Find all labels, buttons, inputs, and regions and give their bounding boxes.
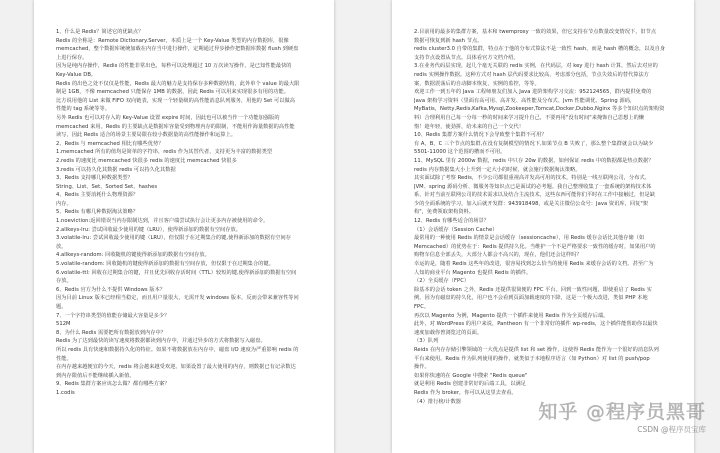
watermark xyxy=(538,401,706,435)
page-text-block xyxy=(414,28,672,406)
text-line: Redis 作为 broker，你可以从这里去查看。 xyxy=(414,389,517,396)
text-line: MyBatis，Netty,Redis,Kafka,Mysql,Zookeeper,Tomcat,Docker,Dubbo,Nginx 等多个知识点的架构资 xyxy=(414,106,665,113)
text-line: String、List、Set、Sorted Set、hashes xyxy=(56,183,158,190)
text-line: 数据可恢复到新 hash 节点。 xyxy=(414,37,483,44)
text-line: 操作。 xyxy=(414,364,430,371)
text-line: 放。 xyxy=(56,243,67,250)
text-line: 除基本的会话 token 之外，Redis 还提供很简便的 FPC 平台。回到一致性问题，即使重启了 Redis 实 xyxy=(414,286,652,293)
text-line: 案，数据震荡后的自动脚本恢复，实例的监控，等等。 xyxy=(414,80,540,87)
text-line: 所以 redis 具有快速和数据持久化的特征。如果不将数据放在内存中，磁盘 I/O 速度为严重影响 redis 的 xyxy=(56,346,299,353)
text-line: 另外 Redis 也可以对存入的 Key-Value 设置 expire 时间，因此也可以被当作一个功能加强版的 xyxy=(56,114,280,121)
page-text-block xyxy=(56,28,312,398)
text-line: 因为目前 Linux 版本已经相当稳定，而且用户量很大，无需开发 windows 版本，反而会带来兼容性等问 xyxy=(56,295,299,302)
text-line: （3）队列 xyxy=(414,338,439,345)
text-line: 6.volatile-ttl: 回收在过期集合的键，并且优先回收存活时间（TTL）较短的键,使得新添加的数据有空间 xyxy=(56,269,297,276)
text-line: 2.allkeys-lru: 尝试回收最少使用的键（LRU），使得新添加的数据有空间存放。 xyxy=(56,226,241,233)
text-line: 少的全面系统的学习，加入后就开发群：943918498，或是关注微信公众号：Java 资讯库，回复"架 xyxy=(414,200,648,207)
text-line: 在内存越来越便宜的今天，redis 将会越来越受欢迎。如果设置了最大使用的内存，则数据已有记录数达 xyxy=(56,364,296,371)
text-line: Memcached）的优势在于：Redis 提供持久化。当维护一个不是严格要求一致性的缓存时，如果用户的 xyxy=(414,243,656,250)
text-line: 性能的 tag 系统等等。 xyxy=(56,106,110,113)
text-line: 5、Redis 有哪几种数据淘汰策略？ xyxy=(56,209,139,216)
text-line: 1、什么是 Redis？简述它的优缺点？ xyxy=(56,29,144,35)
text-line: 4.allkeys-random: 回收随机的键使得新添加的数据有空间存放。 xyxy=(56,252,210,259)
text-line: redis 内存数据集大小上升到一定大小的时候，就会施行数据淘汰策略。 xyxy=(414,166,581,173)
text-line: 8、为什么 Redis 需要把所有数据放到内存中？ xyxy=(56,329,167,336)
text-line: 7、一个字符串类型的值能存储最大容量是多少？ xyxy=(56,312,170,319)
text-line: 1.noeviction:返回错误当内存限制达到，并且客户端尝试执行会让更多内存被使用的命令。 xyxy=(56,218,269,225)
text-line: 平台来使用。Redis 作为队列使用的操作，就类似于本地程序语言（如 Python）对 list 的 push/pop xyxy=(414,355,650,362)
text-line: 制是 1GB，不像 memcached 只能保存 1MB 的数据，因此 Redis 可以用来实现很多有用的功能。 xyxy=(56,89,289,96)
text-line: 例，因为有磁盘的持久化，用户也不会看到页面加载速度的下降，这是一个极大改进，类似 PHP 本地 xyxy=(414,295,648,302)
text-line: FPC。 xyxy=(414,304,430,310)
text-line: 3.volatile-lru: 尝试回收最少使用的键（LRU），但仅限于在过期集合的键,使得新添加的数据有空间存 xyxy=(56,235,291,242)
text-line: 内存。 xyxy=(56,200,72,207)
text-line: 3.在业务代码层实现，起几个毫无关联的 redis 实例，在代码层，对 key 进行 hash 计算，然后去对应的 xyxy=(414,63,658,70)
text-line: 比方说用他的 List 来做 FIFO 双向链表，实现一个轻量级的高性能消息队列服务，用他的 Set 可以做高 xyxy=(56,97,295,104)
text-line: memcached，整个数据库统统加载在内存当中进行操作，定期通过异步操作把数据库数据 flush 到硬盘 xyxy=(56,46,299,53)
text-line: 速度加载你曾浏览过的页面。 xyxy=(414,329,483,336)
text-line: 系，针对当前互联网公司的技术需求以及结合主流技术，这些东西可能你们平时在工作中接触过，但是缺 xyxy=(414,192,655,199)
text-line: 因为是纯内存操作，Redis 的性能非常出色，每秒可以处理超过 10 万次读写操作，是已知性能最快的 xyxy=(56,63,292,70)
text-line: 题。 xyxy=(56,304,67,310)
text-line: 1.memcached 所有的值均是简单的字符串，redis 作为其替代者，支持更为丰富的数据类型 xyxy=(56,149,273,156)
text-line: 就是利用 Redis 创建非常好的后端工具，以满足 xyxy=(414,381,526,388)
text-line: 2.目前用的最多的集群方案，基本和 twemproxy 一致的效果，但它支持在节点数量改变情况下，旧节点 xyxy=(414,29,657,35)
text-line: 最常用的一种使用 Redis 的情景是会话缓存（sessioncache），用 Redis 缓存会话比其他存储（如 xyxy=(414,235,645,242)
text-line: 2.redis 的速度比 memcached 快很多 redis 的速度比 memcached 快很多 xyxy=(56,157,237,164)
text-line: 5501-11000 这个范围的槽而不可用。 xyxy=(414,149,506,156)
text-line: Reids 在内存存储引擎领域的一大优点是提供 list 和 set 操作，这使得 Redis 能作为一个很好的消息队列 xyxy=(414,346,659,353)
text-line: 有 A，B，C 三个节点的集群,在没有复制模型的情况下,如果节点 B 失败了，那么整个集群就会以为缺少 xyxy=(414,140,654,147)
text-line: 3、Redis 支持哪几种数据类型？ xyxy=(56,175,133,182)
text-line: redis cluster3.0 自带的集群，特点在于他的分布式算法不是一致性 hash，而是 hash 槽的概念，以及自身 xyxy=(414,46,666,53)
text-line: 购物车信息全部丢失，大部分人都会不高兴的，现在，他们还会这样吗？ xyxy=(414,252,582,259)
text-line: 此外，对 WordPress 的用户来说，Pantheon 有一个非常好的插件 wp-redis，这个插件能帮助你以最快 xyxy=(414,321,658,328)
text-line: 9、Redis 集群方案应该怎么做？都有哪些方案？ xyxy=(56,381,170,388)
text-line: 料）合理利用自己每一分每一秒的时间来学习提升自己，不要再用"没有时间"来掩饰自己思想上的懒 xyxy=(414,114,645,121)
text-line: 6、Redis 官方为什么不提供 Windows 版本？ xyxy=(56,286,166,293)
text-line: 支持节点设置从节点。具体看官方文档介绍。 xyxy=(414,54,519,61)
text-line: 3.redis 可以持久化其数据 redis 可以持久化其数据 xyxy=(56,166,176,173)
text-line: Key-Value DB。 xyxy=(56,71,97,78)
text-line: Java 架构学习资料（里面有高可用、高并发、高性能及分布式、Jvm 性能调优、Spring 源码， xyxy=(414,97,636,104)
text-line: JVM、spring 源码分析、微服务等知识点已是面试的必考题。我自己整理收集了一套系统的架构技术体 xyxy=(414,183,652,190)
text-line: 如果你快速的在 Google 中搜索 "Redis queue" xyxy=(414,372,528,379)
text-line: 12、Redis 有哪些适合的场景？ xyxy=(414,218,490,225)
text-line: memcached 来用。Redis 的主要缺点是数据库容量受到物理内存的限制，不能用作海量数据的高性能 xyxy=(56,123,295,130)
text-line: 幸运的是，随着 Redis 这些年的改进，很容易找到怎么恰当的使用 Redis 来缓存会话的文档。甚至广为 xyxy=(414,261,654,268)
text-line: 惰！趁年轻，使劲拼，给未来的自己一个交代！ xyxy=(414,123,524,130)
text-line: 人知的商业平台 Magento 也提供 Redis 的插件。 xyxy=(414,269,532,276)
text-line: 其实面试除了考察 Redis，不少公司都很重视高并发高可用的技术，特别是一线互联网公司，分布式、 xyxy=(414,175,650,182)
text-line: 读写，因此 Redis 适合的场景主要局限在较小数据量的高性能操作和运算上。 xyxy=(56,132,237,139)
text-line: 到内存限值后不能继续插入新值。 xyxy=(56,372,135,379)
text-line: 构"，免费领取架构资料。 xyxy=(414,209,475,216)
text-line: 2、Redis 与 memcached 相比有哪些优势？ xyxy=(56,140,164,147)
text-line: 存放。 xyxy=(56,278,72,285)
text-line: Redis 为了达到最快的读写速度将数据都读到内存中，并通过异步的方式将数据写入磁盘。 xyxy=(56,338,266,345)
document-page-left xyxy=(34,0,334,453)
text-line: 性能。 xyxy=(56,355,72,362)
text-line: （4）排行榜/计数器 xyxy=(414,398,462,405)
text-line: 4、Redis 主要消耗什么物理资源？ xyxy=(56,192,139,199)
document-page-right xyxy=(392,0,694,453)
text-line: 再次以 Magento 为例，Magento 提供一个插件来使用 Redis 作为全页缓存后端。 xyxy=(414,312,609,319)
text-line: 11、MySQL 里有 2000w 数据，redis 中只存 20w 的数据，如何保证 redis 中的数据都是热点数据？ xyxy=(414,157,654,164)
text-line: 10、Redis 集群方案什么情况下会导致整个集群不可用？ xyxy=(414,132,547,139)
text-line: 5.volatile-random: 回收随机的键使得新添加的数据有空间存放，但仅限于在过期集合的键。 xyxy=(56,261,274,268)
watermark-csdn: CSDN @程序员宝库 xyxy=(637,425,706,434)
text-line: 1.codis xyxy=(56,389,75,396)
text-line: redis 实例操作数据。这种方式对 hash 层代码要求比较高，考虑部分包括，节点失效后的替代算法方 xyxy=(414,71,649,78)
text-line: （1）会话缓存（Session Cache） xyxy=(414,226,498,233)
text-line: Redis 的全称是：Remote Dictionary.Server，本质上是一个 Key-Value 类型的内存数据库，很像 xyxy=(56,37,289,44)
text-line: 欢迎工作一到五年的 Java 工程师朋友们加入 Java 进阶架构学习交流：952124565，群内提供免费的 xyxy=(414,89,652,96)
text-line: （2）全页缓存（FPC） xyxy=(414,278,470,285)
text-line: Redis 的出色之处不仅仅是性能，Redis 最大的魅力是支持保存多种数据结构，此外单个 value 的最大限 xyxy=(56,80,300,87)
watermark-zhihu: 知乎 @程序员黑哥 xyxy=(538,401,706,423)
text-line: 上进行保存。 xyxy=(56,54,88,61)
text-line: 512M xyxy=(56,321,71,328)
